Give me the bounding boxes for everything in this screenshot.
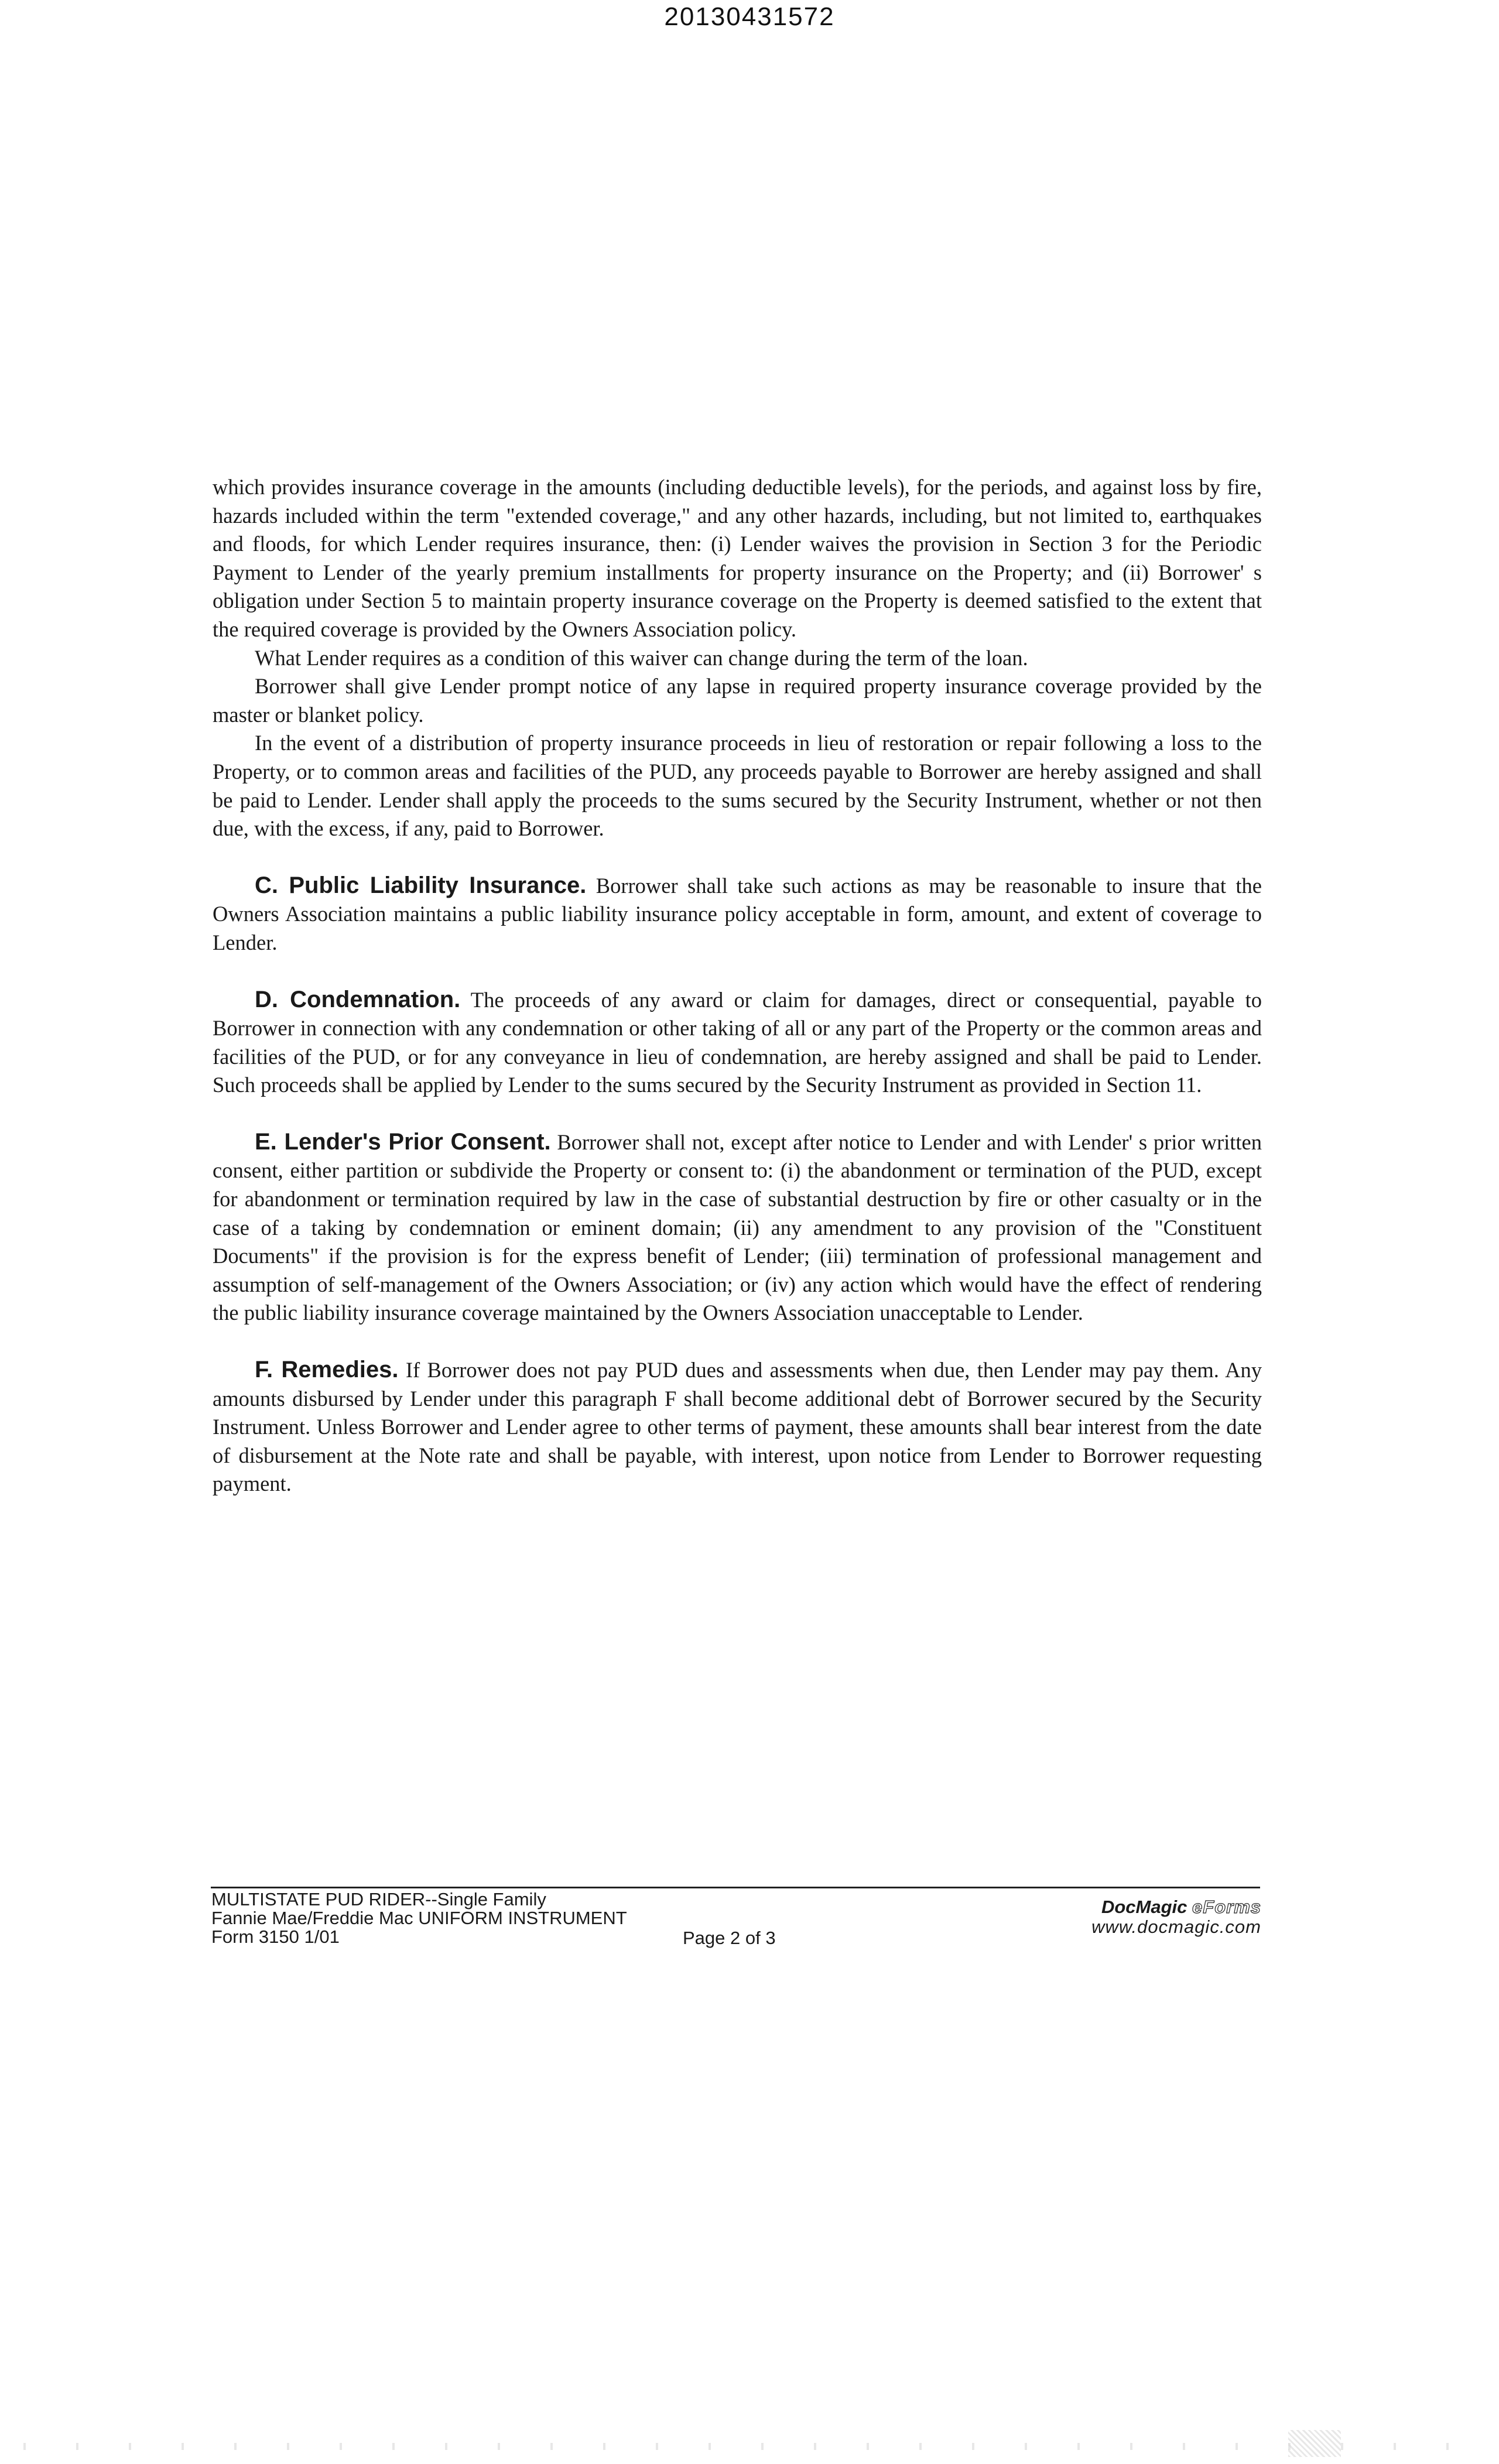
section-e-text: Borrower shall not, except after notice to Lender and with Lender' s prior written consent, either partition or subdivide the Property or consent to: (i) the abandonment or termination of the PUD, except for abandonment or termination required by law in the case of substantial destruction by fire or other casualty or in the case of a taking by condemnation or eminent domain; (ii) any amendment to any provision of the "Constituent Documents" if the provision is for the express benefit of Lender; (iii) termination of professional management and assumption of self-management of the Owners Association; or (iv) any action which would have the effect of rendering the public liability insurance coverage maintained by the Owners Association unacceptable to Lender. — [213, 1130, 1262, 1325]
section-c-text: Borrower shall take such actions as may be reasonable to insure that the Owners Association maintains a public liability insurance policy acceptable in form, amount, and extent of coverage to Lender. — [213, 873, 1262, 954]
rider-body — [213, 473, 1262, 1498]
scan-artifact-corner — [1288, 2430, 1341, 2457]
section-f-heading: F. Remedies. — [255, 1357, 399, 1383]
section-d-text: The proceeds of any award or claim for damages, direct or consequential, payable to Borrower in connection with any condemnation or other taking of all or any part of the Property or the common areas and facilities of the PUD, or for any conveyance in lieu of condemnation, are hereby assigned and shall be paid to Lender. Such proceeds shall be applied by Lender to the sums secured by the Security Instrument as provided in Section 11. — [213, 987, 1262, 1097]
insurance-proceeds-paragraph: In the event of a distribution of property insurance proceeds in lieu of restoration or repair following a loss to the Property, or to common areas and facilities of the PUD, any proceeds payable to Borrower are hereby assigned and shall be paid to Lender. Lender shall apply the proceeds to the sums secured by the Security Instrument, whether or not then due, with the excess, if any, paid to Borrower. — [213, 731, 1262, 841]
section-e-heading: E. Lender's Prior Consent. — [255, 1128, 551, 1155]
form-instrument: Fannie Mae/Freddie Mac UNIFORM INSTRUMENT — [211, 1908, 627, 1928]
page-number: Page 2 of 3 — [683, 1928, 776, 1948]
docmagic-branding — [995, 1897, 1261, 1937]
form-number: Form 3150 1/01 — [211, 1926, 340, 1947]
section-c-public-liability — [213, 871, 1262, 957]
brand-name: DocMagic — [1101, 1897, 1187, 1917]
form-title: MULTISTATE PUD RIDER--Single Family — [211, 1889, 546, 1909]
brand-logo — [995, 1897, 1261, 1917]
footer-divider — [211, 1887, 1260, 1888]
section-d-condemnation — [213, 985, 1262, 1100]
lapse-notice-paragraph: Borrower shall give Lender prompt notice of any lapse in required property insurance coverage provided by the master or blanket policy. — [213, 674, 1262, 727]
waiver-condition-paragraph: What Lender requires as a condition of this waiver can change during the term of the loan. — [255, 645, 1028, 670]
section-c-heading: C. Public Liability Insurance. — [255, 872, 587, 898]
section-e-prior-consent — [213, 1128, 1262, 1327]
section-f-text: If Borrower does not pay PUD dues and assessments when due, then Lender may pay them. Any amounts disbursed by Lender under this paragraph F shall become additional debt of Borrower secured by the Security Instrument. Unless Borrower and Lender agree to other terms of payment, these amounts shall bear interest from the date of disbursement at the Note rate and shall be payable, with interest, upon notice from Lender to Borrower requesting payment. — [213, 1358, 1262, 1496]
form-identifier — [211, 1890, 627, 1946]
document-number: 20130431572 — [664, 2, 835, 31]
brand-url: www.docmagic.com — [1091, 1917, 1261, 1937]
scan-artifact-strip — [0, 2443, 1499, 2450]
section-d-heading: D. Condemnation. — [255, 986, 461, 1012]
insurance-continuation-paragraph: which provides insurance coverage in the amounts (including deductible levels), for the periods, and against loss by fire, hazards included within the term "extended coverage," and any other hazards, including, but not limited to, earthquakes and floods, for which Lender requires insurance, then: (i) Lender waives the provision in Section 3 for the Periodic Payment to Lender of the yearly premium installments for property insurance on the Property; and (ii) Borrower' s obligation under Section 5 to maintain property insurance coverage on the Property is deemed satisfied to the extent that the required coverage is provided by the Owners Association policy. — [213, 475, 1262, 641]
section-f-remedies — [213, 1356, 1262, 1498]
brand-eforms: eForms — [1192, 1897, 1261, 1917]
